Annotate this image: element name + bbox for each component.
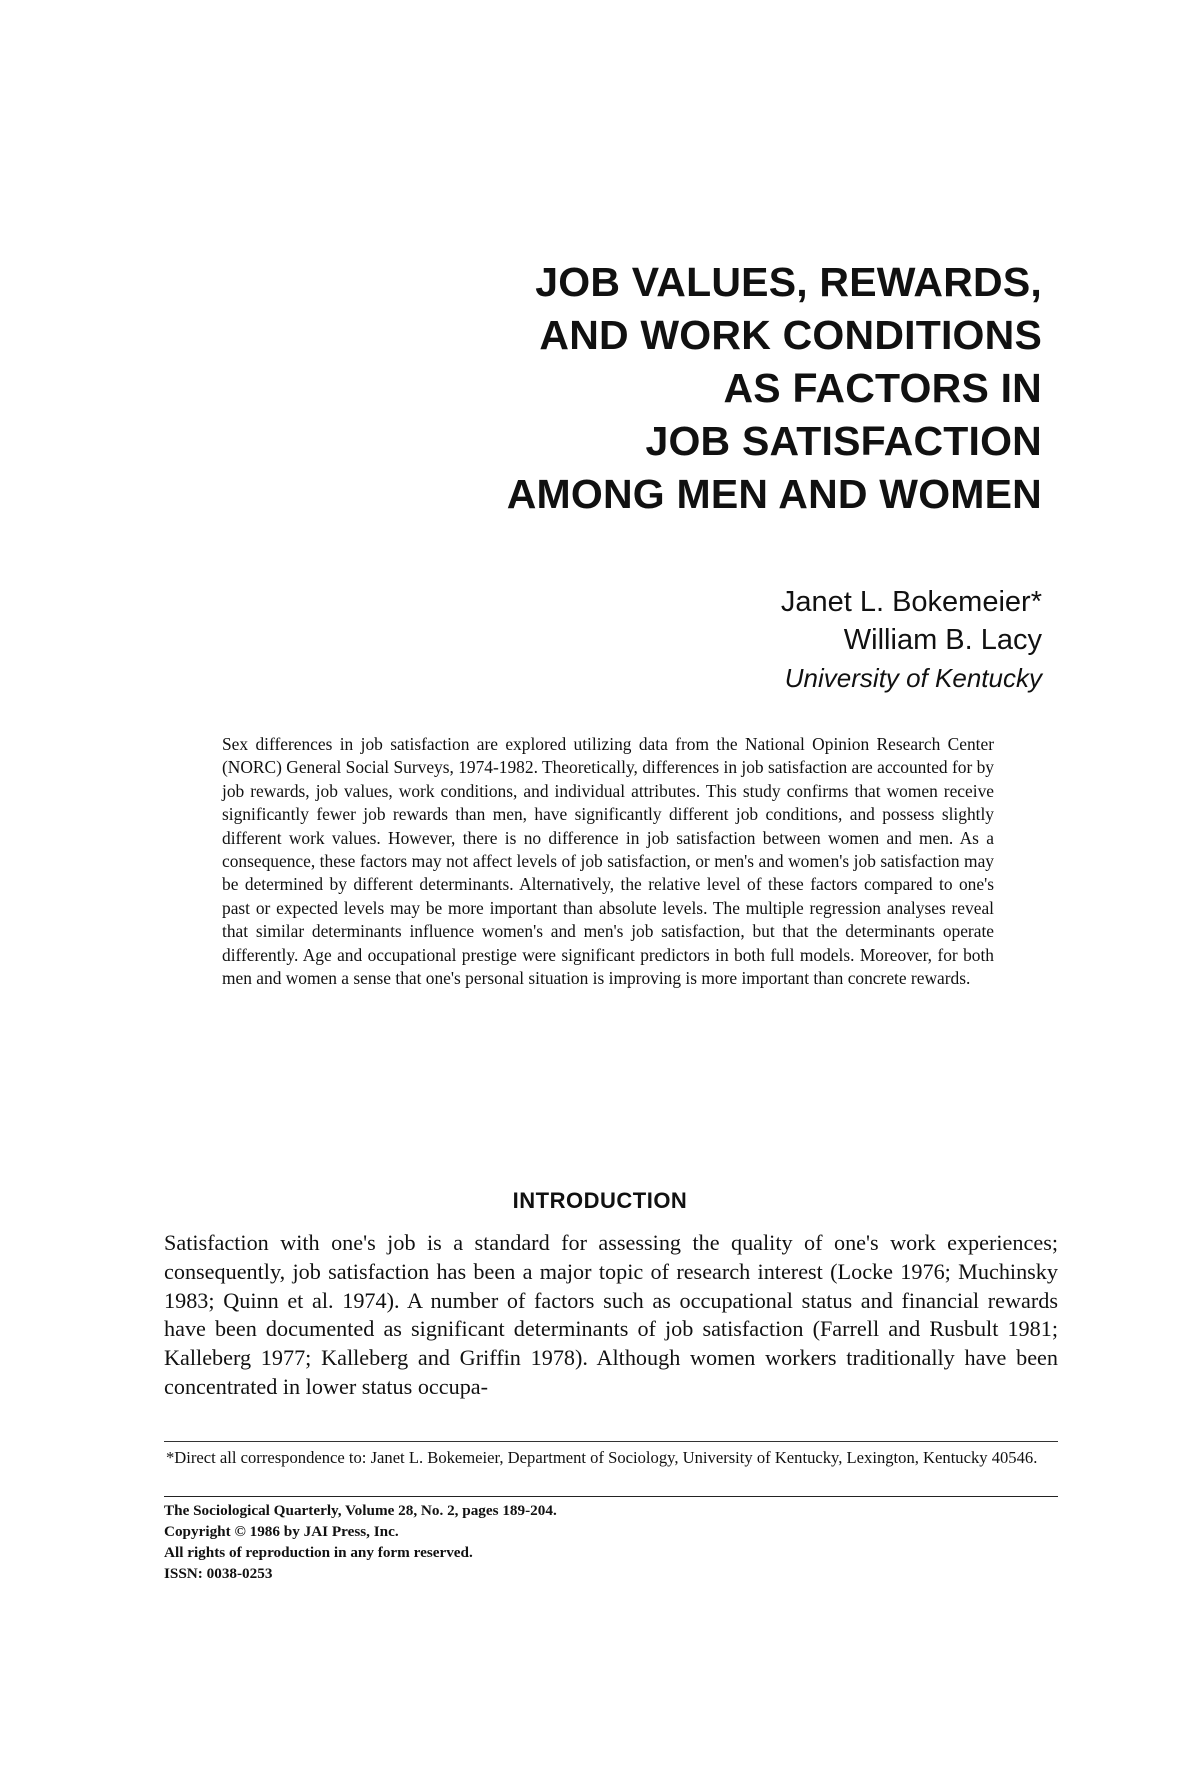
journal-citation: The Sociological Quarterly, Volume 28, No. 2, pages 189-204.: [164, 1502, 557, 1519]
title-line: AND WORK CONDITIONS: [539, 312, 1042, 358]
author-block: [781, 583, 1042, 697]
copyright-line: Copyright © 1986 by JAI Press, Inc.: [164, 1523, 399, 1540]
title-line: AMONG MEN AND WOMEN: [506, 471, 1042, 517]
author-name: William B. Lacy: [843, 624, 1042, 656]
article-title: [507, 256, 1042, 521]
author-affiliation: University of Kentucky: [784, 663, 1042, 693]
issn-line: ISSN: 0038-0253: [164, 1565, 273, 1582]
intro-paragraph: Satisfaction with one's job is a standard for assessing the quality of one's work experiences; consequently, job satisfaction has been a major topic of research interest (Locke 1976; Muchinsky 1983; Quinn et al. 1974). A number of factors such as occupational status and financial rewards have been documented as significant determinants of job satisfaction (Farrell and Rusbult 1981; Kalleberg 1977; Kalleberg and Griffin 1978). Although women workers traditionally have been concentrated in lower status occupa-: [164, 1230, 1058, 1399]
footnote-divider: [164, 1441, 1058, 1442]
title-line: JOB SATISFACTION: [645, 418, 1042, 464]
title-line: JOB VALUES, REWARDS,: [535, 259, 1042, 305]
author-name: Janet L. Bokemeier*: [780, 586, 1042, 618]
title-line: AS FACTORS IN: [723, 365, 1042, 411]
abstract: Sex differences in job satisfaction are explored utilizing data from the National Opinion Research Center (NORC) General Social Surveys, 1974-1982. Theoretically, differences in job satisfaction are accounted for by job rewards, job values, work conditions, and individual attributes. This study confirms that women receive significantly fewer job rewards than men, have significantly different job conditions, and possess slightly different work values. However, there is no difference in job satisfaction between women and men. As a consequence, these factors may not affect levels of job satisfaction, or men's and women's job satisfaction may be determined by different determinants. Alternatively, the relative level of these factors compared to one's past or expected levels may be more important than absolute levels. The multiple regression analyses reveal that similar determinants influence women's and men's job satisfaction, but that the determinants operate differently. Age and occupational prestige were significant predictors in both full models. Moreover, for both men and women a sense that one's personal situation is improving is more important than concrete rewards.: [222, 734, 994, 989]
journal-info-divider: [164, 1496, 1058, 1497]
section-heading-introduction: INTRODUCTION: [512, 1188, 688, 1213]
footnote: *Direct all correspondence to: Janet L. Bokemeier, Department of Sociology, University of Kentucky, Lexington, Kentucky 40546.: [166, 1448, 1038, 1467]
journal-info: [164, 1500, 557, 1584]
rights-line: All rights of reproduction in any form reserved.: [164, 1544, 473, 1561]
